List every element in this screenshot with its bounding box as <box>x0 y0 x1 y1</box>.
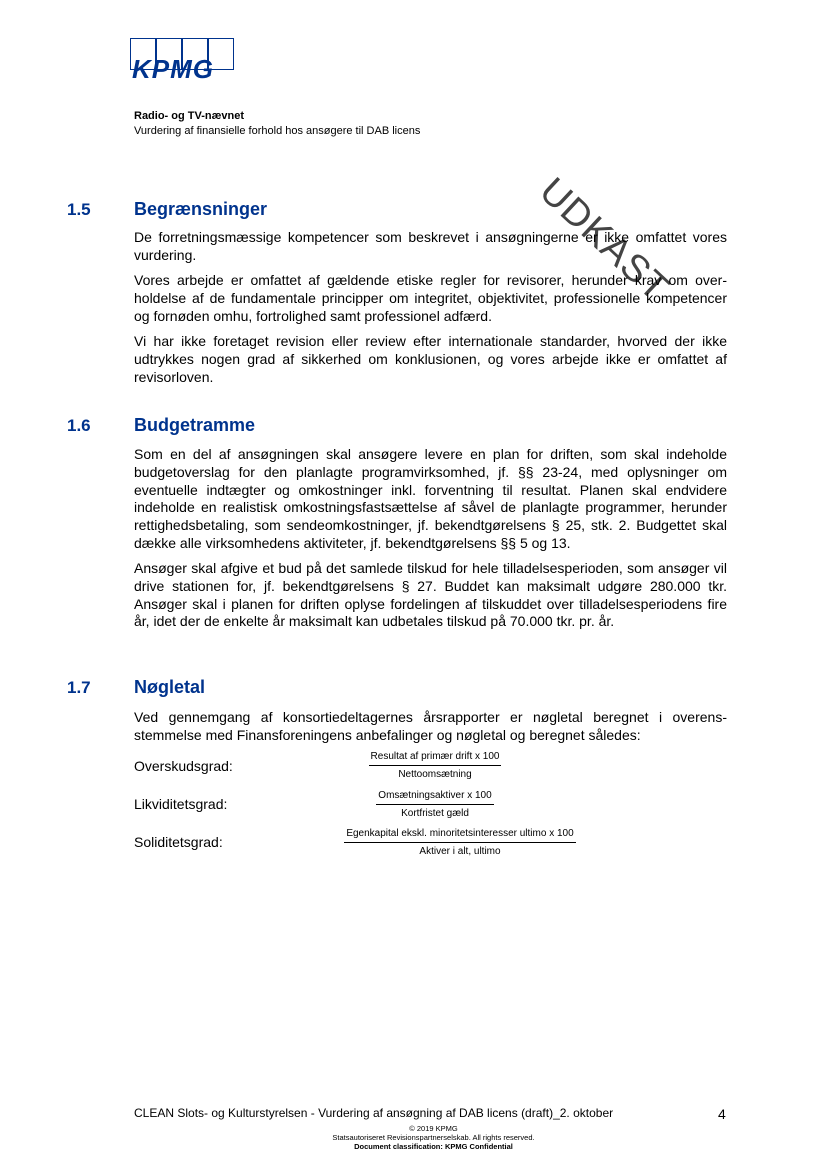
footer-document-title: CLEAN Slots- og Kulturstyrelsen - Vurdering af ansøgning af DAB licens (draft)_2. oktober <box>134 1106 614 1120</box>
header-organization: Radio- og TV-nævnet <box>134 110 244 122</box>
footer-classification: Document classification: KPMG Confidential <box>354 1142 513 1151</box>
header-subtitle: Vurdering af finansielle forhold hos ansøgere til DAB licens <box>134 125 421 137</box>
formula-fraction <box>360 751 510 781</box>
paragraph: Ansøger skal afgive et bud på det samlede tilskud for hele tilladelsesperioden, som ansøger vil drive stationen for, jf. bekendtgørelsens § 27. Buddet kan maksimalt udgøre 280.000 tkr. Ansøger skal i planen for driften oplyse fordelingen af tilskuddet over tilladelsesperiodens fire år, idet der de enkelte år maksimalt kan udbetales tilskud på 70.000 tkr. pr. år. <box>134 560 727 630</box>
page-number: 4 <box>718 1106 726 1122</box>
footer-firm: Statsautoriseret Revisionspartnerselskab. All rights reserved. <box>332 1133 535 1142</box>
formula-denominator: Kortfristet gæld <box>401 808 469 819</box>
formula-numerator: Resultat af primær drift x 100 <box>369 751 502 766</box>
formula-label: Likviditetsgrad: <box>134 796 228 812</box>
paragraph: Som en del af ansøgningen skal ansøgere levere en plan for driften, som skal indeholde budgetoverslag for den planlagte programvirksomhed, jf. §§ 23-24, med oplysninger om eventuelle indtægter og omkostninger inkl. forventning til resultat. Planen skal endvidere indeholde en realistisk omkostningsfastsættelse af såvel de planlagte programmer, herunder rettighedsbetaling, som sendeomkostninger, jf. bekendtgørelsens § 25, stk. 2. Budgettet skal dække alle virksomhedens aktiviteter, jf. bekendtgørelsens §§ 5 og 13. <box>134 446 727 551</box>
formula-numerator: Egenkapital ekskl. minoritetsinteresser ultimo x 100 <box>344 828 575 843</box>
section-title: Begrænsninger <box>134 199 268 219</box>
section-number: 1.6 <box>67 416 91 435</box>
formula-fraction <box>325 828 595 858</box>
paragraph: Vores arbejde er omfattet af gældende etiske regler for revisorer, herunder krav om overholdelse af de fundamentale principper om integritet, objektivitet, professionelle kompetencer og fornøden omhu, fortrolighed samt professionel adfærd. <box>134 272 727 324</box>
formula-label: Overskudsgrad: <box>134 758 233 774</box>
formula-denominator: Nettoomsætning <box>398 769 472 780</box>
logo-text: KPMG <box>132 54 214 84</box>
section-number: 1.5 <box>67 200 91 219</box>
footer-copyright: © 2019 KPMG <box>409 1124 458 1133</box>
section-title: Budgetramme <box>134 415 256 435</box>
formula-denominator: Aktiver i alt, ultimo <box>419 846 501 857</box>
formula-fraction <box>360 790 510 820</box>
section-number: 1.7 <box>67 678 91 697</box>
formula-numerator: Omsætningsaktiver x 100 <box>376 790 493 805</box>
paragraph: De forretningsmæssige kompetencer som beskrevet i ansøgningerne er ikke omfattet vores vurdering. <box>134 229 727 263</box>
draft-watermark: UDKAST <box>531 170 678 310</box>
formula-label: Soliditetsgrad: <box>134 834 223 850</box>
paragraph: Ved gennemgang af konsortiedeltagernes årsrapporter er nøgletal beregnet i overensstemmelse med Finansforeningens anbefalinger og nøgletal og beregnet således: <box>134 709 727 743</box>
paragraph: Vi har ikke foretaget revision eller review efter internationale standarder, hvorved der ikke udtrykkes nogen grad af sikkerhed om konklusionen, og vores arbejde ikke er omfattet af revisorloven. <box>134 333 727 385</box>
section-title: Nøgletal <box>134 677 206 697</box>
kpmg-logo <box>130 38 242 84</box>
